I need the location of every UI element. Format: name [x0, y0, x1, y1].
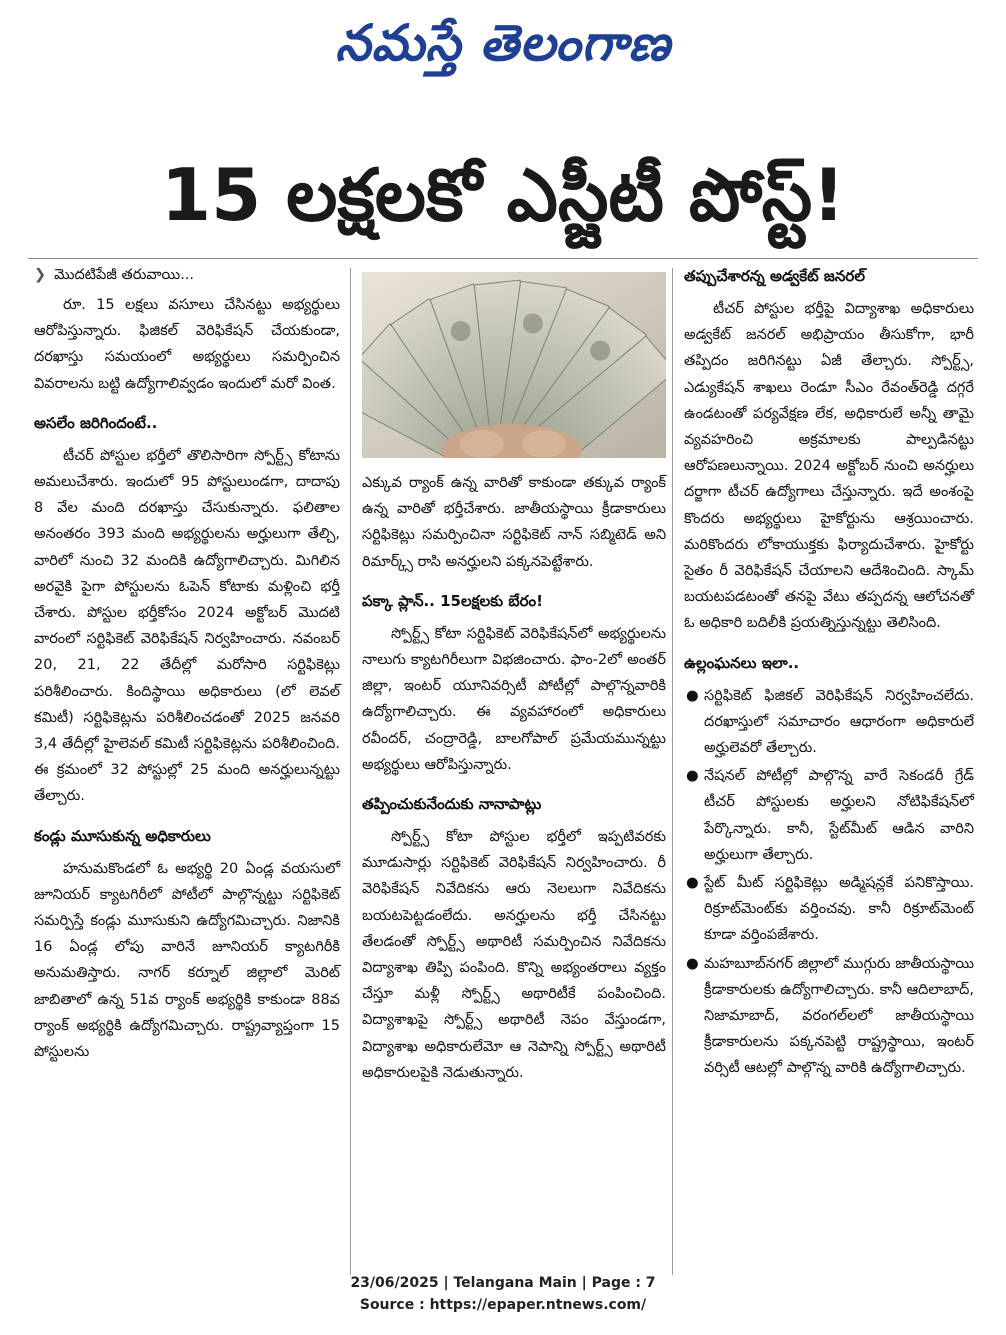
subheading: తప్పించుకునేందుకు నానాపాట్లు: [362, 795, 542, 814]
subheading: పక్కా ప్లాన్.. 15లక్షలకు బేరం!: [362, 591, 543, 610]
bullet-icon: ●: [686, 875, 699, 892]
paragraph: టీచర్ పోస్టుల భర్తీపై విద్యాశాఖ అధికారులు అడ్వకేట్ జనరల్ అభిప్రాయం తీసుకోగా, భారీ తప్పిదం జరిగినట్టు ఏజీ తేల్చారు. స్పోర్ట్స్, ఎడ్యుకేషన్ శాఖలు రెండూ సీఎం రేవంత్‌రెడ్డి దగ్గరే ఉండటంతో పర్యవేక్షణ లేక, అధికారులే అన్నీ తామై వ్యవహరించి అక్రమాలకు పాల్పడినట్టు ఆరోపణలున్నాయి. 2024 అక్టోబర్ నుంచి అనర్హులు దర్జాగా టీచర్ ఉద్యోగాలు చేస్తున్నారు. ఇదే అంశంపై కొందరు అభ్యర్థులు హైకోర్టును ఆశ్రయించారు. మరికొందరు లోకాయుక్తకు ఫిర్యాదుచేశారు. హైకోర్టు సైతం రీ వెరిఫికేషన్ చేయాలని ఆదేశించింది. స్కామ్ బయటపడటంతో తనపై వేటు తప్పదన్న ఆలోచనతో ఓ అధికారి బదిలీకి ప్రయత్నిస్తున్నట్టు తెలిసింది.: [684, 301, 974, 632]
list-item: [684, 763, 974, 868]
paragraph: ఎక్కువ ర్యాంక్ ఉన్న వారితో కాకుండా తక్కువ ర్యాంక్ ఉన్న వారితో భర్తీచేశారు. జాతీయస్థాయి క్రీడాకారులు సర్టిఫికెట్లు సమర్పించినా సర్టిఫికెట్ నాన్ సబ్మిటెడ్ అని రిమార్క్స్ రాసి అనర్హులని పక్కనపెట్టేశారు.: [362, 475, 666, 570]
article-column-2: [362, 470, 666, 1086]
article-column-3: [684, 262, 974, 1084]
paragraph: రూ. 15 లక్షలు వసూలు చేసినట్టు అభ్యర్థులు ఆరోపిస్తున్నారు. ఫిజికల్ వెరిఫికేషన్ చేయకుండా, దరఖాస్తు సమయంలో అభ్యర్థులు సమర్పించిన వివరాలను బట్టి ఉద్యోగాలివ్వడం ఇందులో మరో వింత.: [34, 297, 340, 392]
list-item-text: సర్టిఫికెట్ ఫిజికల్ వెరిఫికేషన్ నిర్వహించలేదు. దరఖాస్తులో సమాచారం ఆధారంగా అధికారులే అర్హులెవరో తేల్చారు.: [704, 687, 974, 757]
list-item-text: స్టేట్ మీట్ సర్టిఫికెట్లు అడ్మిషన్లకే పనికొస్తాయి. రిక్రూట్‌మెంట్‌కు వర్తించవు. కానీ రిక్రూట్‌మెంట్ కూడా వర్తింపజేశారు.: [704, 875, 974, 944]
bullet-icon: ●: [686, 768, 699, 785]
list-item: [684, 683, 974, 762]
chevron-right-icon: ❯: [34, 267, 47, 283]
headline: 15 లక్షలకో ఎస్జీటీ పోస్ట్!: [161, 153, 845, 237]
subheading: కండ్లు మూసుకున్న అధికారులు: [34, 826, 211, 845]
headline-divider: [28, 258, 978, 259]
newspaper-logo: నమస్తే తెలంగాణ: [335, 13, 671, 72]
bullet-icon: ●: [686, 955, 699, 972]
bullet-icon: ●: [686, 687, 699, 704]
subheading: తప్పుచేశారన్న అడ్వకేట్ జనరల్: [684, 267, 865, 285]
paragraph: హనుమకొండలో ఓ అభ్యర్థి 20 ఏండ్ల వయసులో జూనియర్ క్యాటగిరీలో పోటీలో పాల్గొన్నట్టు సర్టిఫికెట్ సమర్పిస్తే కండ్లు మూసుకుని ఉద్యోగమిచ్చారు. నిజానికి 16 ఏండ్ల లోపు వారినే జూనియర్ క్యాటగిరీకి అనుమతిస్తారు. నాగర్ కర్నూల్ జిల్లాలో మెరిట్ జాబితాలో ఉన్న 51వ ర్యాంక్ అభ్యర్థికి కాకుండా 88వ ర్యాంక్ అభ్యర్థికి ఉద్యోగమిచ్చారు. రాష్ట్రవ్యాప్తంగా 15 పోస్టులను: [34, 860, 340, 1061]
paragraph: స్పోర్ట్స్ కోటా పోస్టుల భర్తీలో ఇప్పటివరకు మూడుసార్లు సర్టిఫికెట్ వెరిఫికేషన్ నిర్వహించారు. రీ వెరిఫికేషన్ నివేదికను ఆరు నెలలుగా నివేదికను బయటపెట్టడంలేదు. అనర్హులను భర్తీ చేసినట్టు తేలడంతో స్పోర్ట్స్ అథారిటీ సమర్పించిన నివేదికను విద్యాశాఖ తిప్పి పంపింది. కొన్ని అభ్యంతరాలు వ్యక్తం చేస్తూ మళ్లీ స్పోర్ట్స్ అథారిటీకే పంపించింది. విద్యాశాఖపై స్పోర్ట్స్ అథారిటీ నెపం వేస్తుండగా, విద్యాశాఖ అధికారులేమో ఆ నెపాన్ని స్పోర్ట్స్ అథారిటీ అధికారులపైకి నెడుతున్నారు.: [362, 829, 666, 1081]
paragraph: టీచర్ పోస్టుల భర్తీలో తొలిసారిగా స్పోర్ట్స్ కోటాను అమలుచేశారు. ఇందులో 95 పోస్టులుండగా, దాదాపు 8 వేల మంది దరఖాస్తు చేసుకున్నారు. ఫలితాల అనంతరం 393 మంది అభ్యర్థులను అర్హులుగా తేల్చి, వారిలో నుంచి 32 మందికి ఉద్యోగాలిచ్చారు. మిగిలిన అరవైకి పైగా పోస్టులను ఓపెన్ కోటాకు మళ్లించి భర్తీ చేశారు. పోస్టుల భర్తీకోసం 2024 అక్టోబర్ మొదటి వారంలో సర్టిఫికెట్ వెరిఫికేషన్ నిర్వహించారు. నవంబర్ 20, 21, 22 తేదీల్లో మరోసారి సర్టిఫికెట్లు పరిశీలించారు. కిందిస్థాయి అధికారులు (లో లెవల్ కమిటీ) సర్టిఫికెట్లను పరిశీలించడంతో 2025 జనవరి 3,4 తేదీల్లో హైలెవల్ కమిటీ సర్టిఫికెట్లను పరిశీలించింది. ఈ క్రమంలో 32 పోస్టుల్లో 25 మంది అనర్హులున్నట్టు తేల్చారు.: [34, 447, 340, 805]
subheading: అసలేం జరిగిందంటే..: [34, 413, 158, 432]
masthead: [0, 8, 1006, 78]
currency-notes-photo: [362, 272, 666, 458]
footer-edition-line: 23/06/2025 | Telangana Main | Page : 7: [350, 1275, 656, 1291]
column-rule-1: [350, 268, 351, 1275]
paragraph: స్పోర్ట్స్ కోటా సర్టిఫికెట్ వెరిఫికేషన్‌లో అభ్యర్థులను నాలుగు క్యాటగిరీలుగా విభజించారు. ఫాం-2లో అంతర్ జిల్లా, ఇంటర్ యూనివర్సిటీ పోటీల్లో పాల్గొన్నవారికి ఉద్యోగాలిచ్చారు. ఈ వ్యవహారంలో అధికారులు రవీందర్, చంద్రారెడ్డి, బాలగోపాల్ ప్రమేయమున్నట్టు అభ్యర్థులు ఆరోపిస్తున్నారు.: [362, 625, 666, 773]
violations-list: [684, 683, 974, 1082]
list-item: [684, 951, 974, 1082]
continuation-text: మొదటిపేజీ తరువాయి...: [54, 267, 195, 283]
page-footer: [0, 1272, 1006, 1316]
footer-source-line: Source : https://epaper.ntnews.com/: [359, 1297, 647, 1313]
subheading: ఉల్లంఘనలు ఇలా..: [684, 653, 800, 672]
article-column-1: [34, 262, 340, 1065]
currency-fan-image: [362, 272, 666, 458]
list-item-text: నేషనల్ పోటీల్లో పాల్గొన్న వారే సెకండరీ గ్రేడ్ టీచర్ పోస్టులకు అర్హులని నోటిఫికేషన్‌లో పేర్కొన్నారు. కానీ, స్టేట్‌మీట్ ఆడిన వారిని అర్హులుగా తేల్చారు.: [704, 768, 974, 863]
list-item: [684, 870, 974, 949]
continuation-ref: [34, 262, 340, 288]
column-rule-2: [672, 268, 673, 1275]
list-item-text: మహబూబ్‌నగర్ జిల్లాలో ముగ్గురు జాతీయస్థాయి క్రీడాకారులకు ఉద్యోగాలిచ్చారు. కానీ ఆదిలాబాద్, నిజామాబాద్, వరంగల్‌లలో జాతీయస్థాయి క్రీడాకారులను పక్కనపెట్టి రాష్ట్రస్థాయి, ఇంటర్ వర్సిటీ ఆటల్లో పాల్గొన్న వారికి ఉద్యోగాలిచ్చారు.: [704, 955, 974, 1077]
